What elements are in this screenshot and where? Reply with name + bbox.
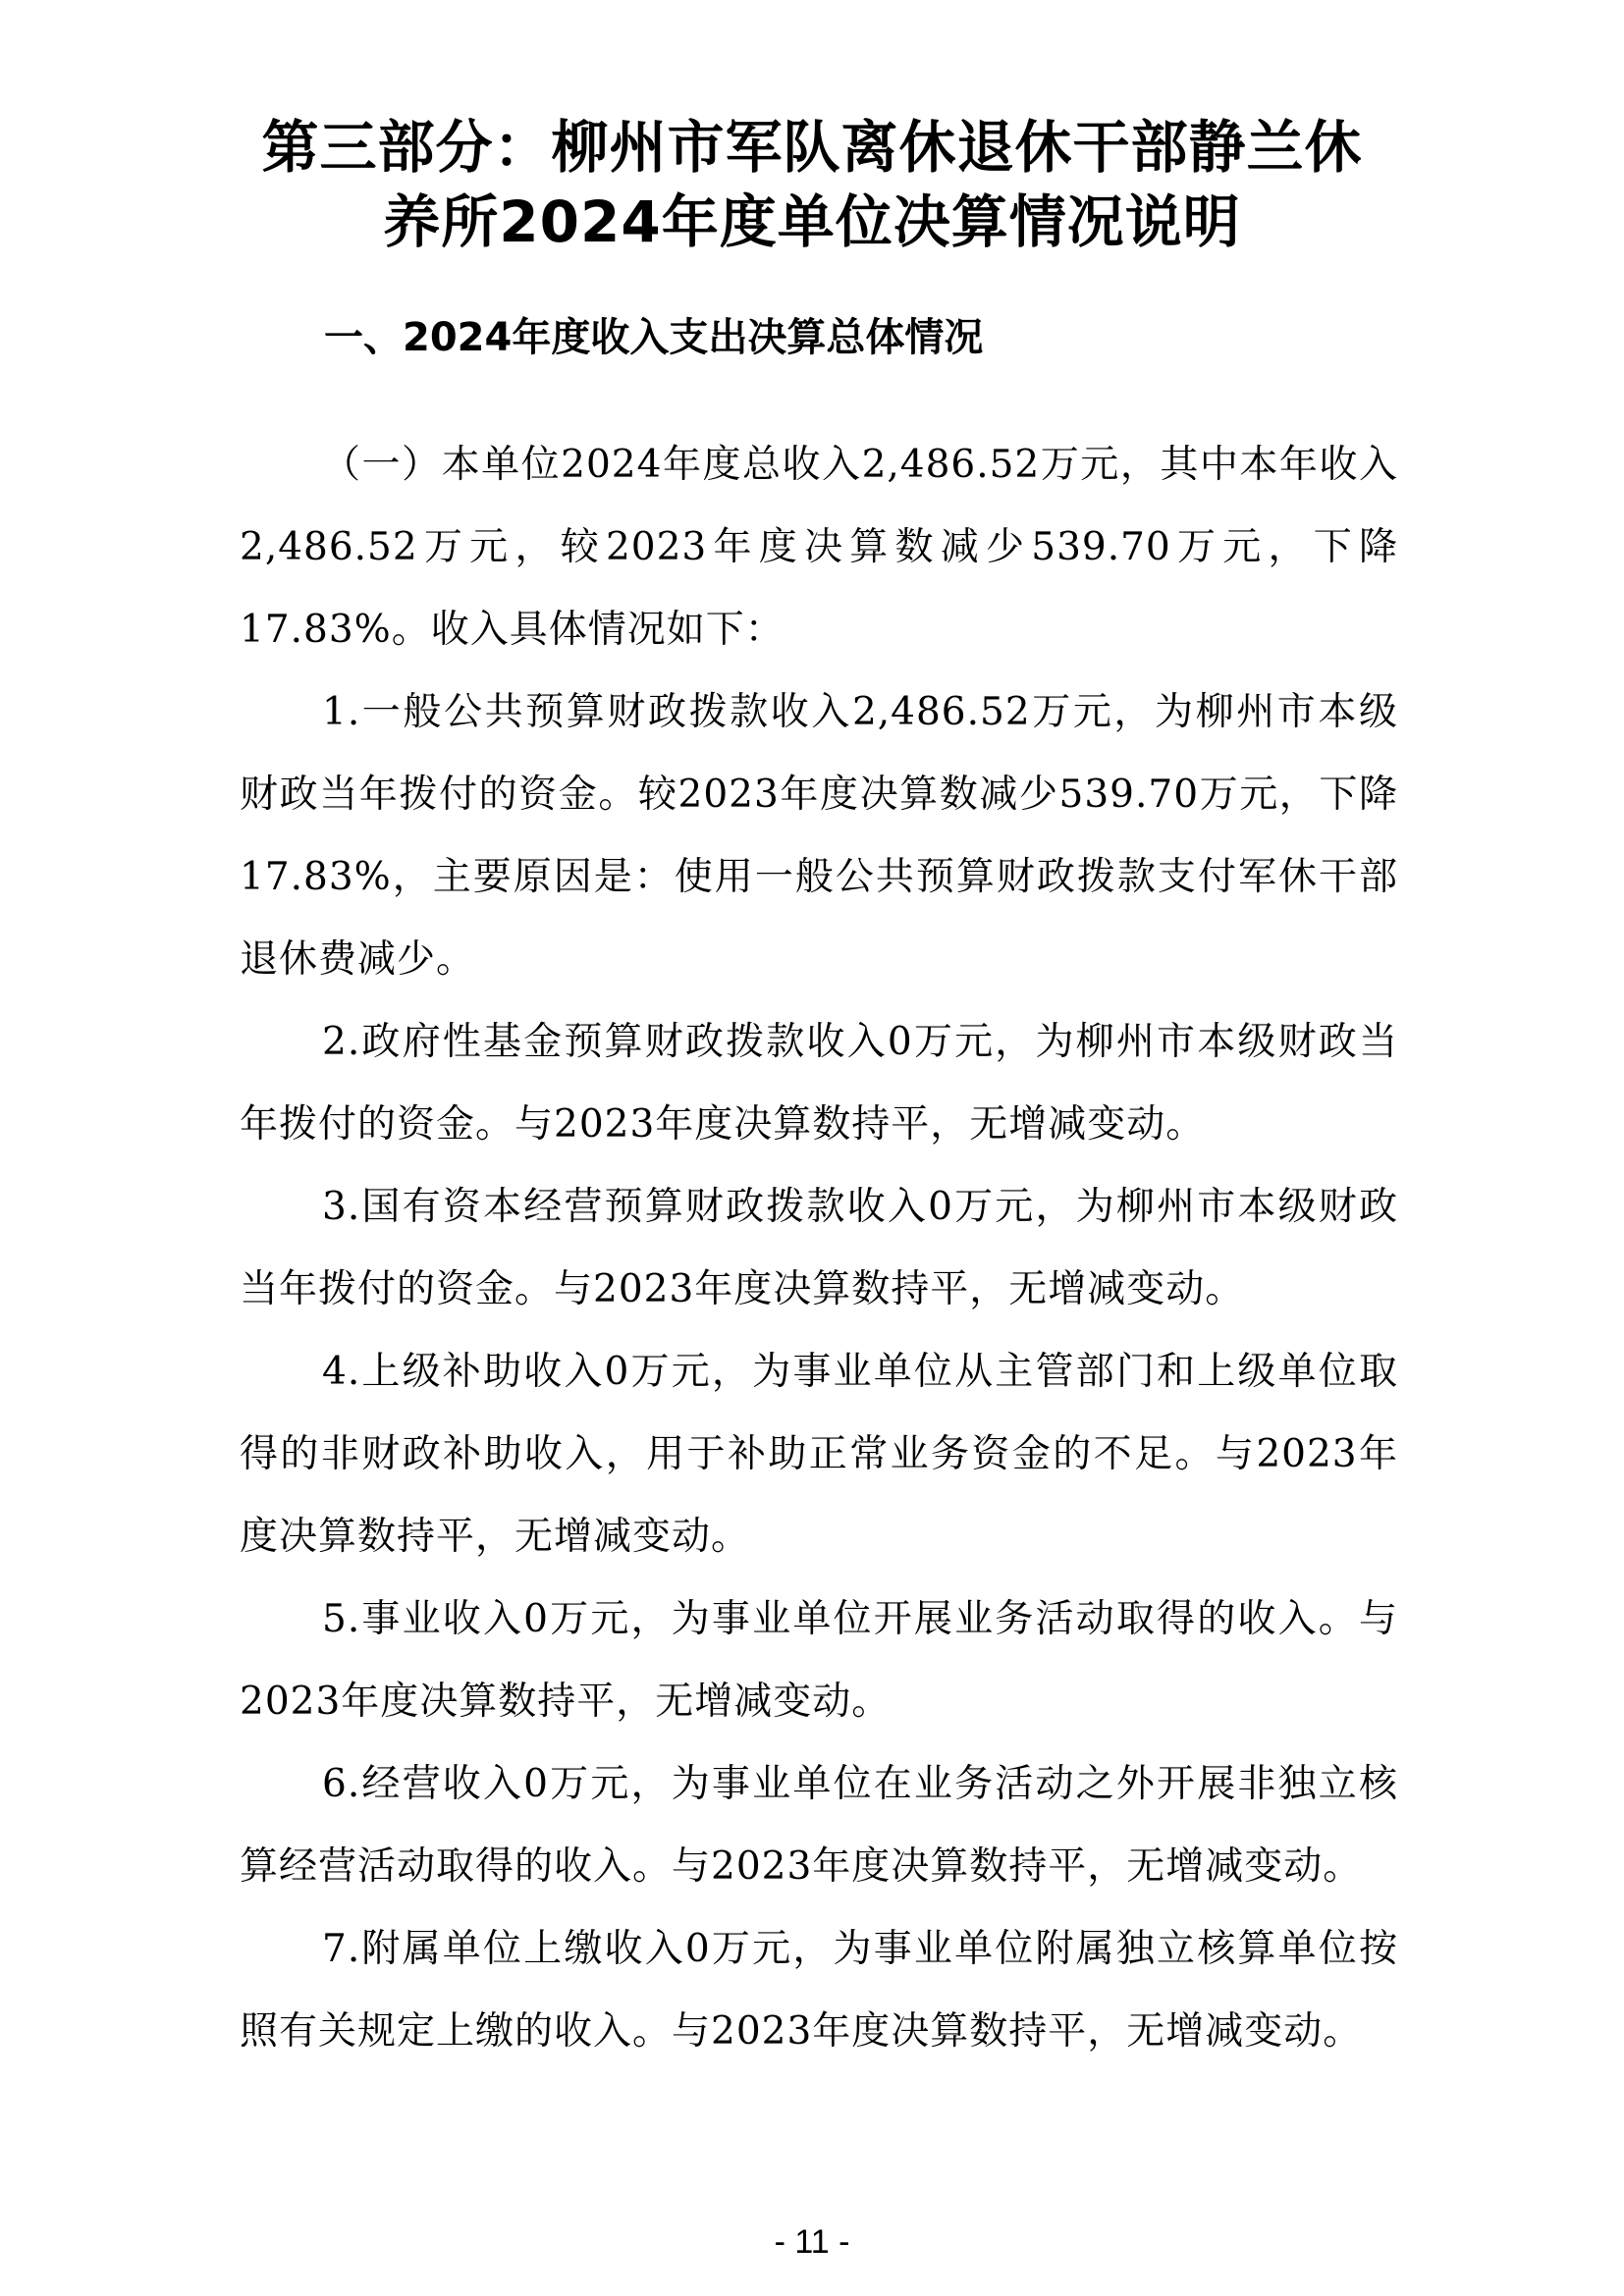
page-title xyxy=(196,110,1428,259)
page-title-line-1: 第三部分：柳州市军队离休退休干部静兰休 xyxy=(261,114,1363,181)
paragraph-state-capital: 3.国有资本经营预算财政拨款收入0万元，为柳州市本级财政当年拨付的资金。与2023年度决算数持平，无增减变动。 xyxy=(240,1185,1398,1311)
section-heading: 一、2024年度收入支出决算总体情况 xyxy=(324,315,984,360)
paragraph-affiliate-income: 7.附属单位上缴收入0万元，为事业单位附属独立核算单位按照有关规定上缴的收入。与2023年度决算数持平，无增减变动。 xyxy=(240,1927,1398,2054)
paragraph-business-income: 5.事业收入0万元，为事业单位开展业务活动取得的收入。与2023年度决算数持平，无增减变动。 xyxy=(240,1597,1398,1724)
paragraph-general-budget: 1.一般公共预算财政拨款收入2,486.52万元，为柳州市本级财政当年拨付的资金。较2023年度决算数减少539.70万元，下降17.83%，主要原因是：使用一般公共预算财政拨款支付军休干部退休费减少。 xyxy=(240,690,1398,982)
paragraph-government-fund: 2.政府性基金预算财政拨款收入0万元，为柳州市本级财政当年拨付的资金。与2023年度决算数持平，无增减变动。 xyxy=(240,1020,1398,1147)
paragraph-operating-income: 6.经营收入0万元，为事业单位在业务活动之外开展非独立核算经营活动取得的收入。与2023年度决算数持平，无增减变动。 xyxy=(240,1762,1398,1889)
page-number: - 11 - xyxy=(774,2223,850,2261)
paragraph-total-income: （一）本单位2024年度总收入2,486.52万元，其中本年收入2,486.52万元，较2023年度决算数减少539.70万元，下降17.83%。收入具体情况如下： xyxy=(240,443,1398,652)
page-title-line-2: 养所2024年度单位决算情况说明 xyxy=(383,188,1241,255)
paragraph-superior-subsidy: 4.上级补助收入0万元，为事业单位从主管部门和上级单位取得的非财政补助收入，用于补助正常业务资金的不足。与2023年度决算数持平，无增减变动。 xyxy=(240,1350,1398,1559)
document-body xyxy=(240,424,1398,2073)
